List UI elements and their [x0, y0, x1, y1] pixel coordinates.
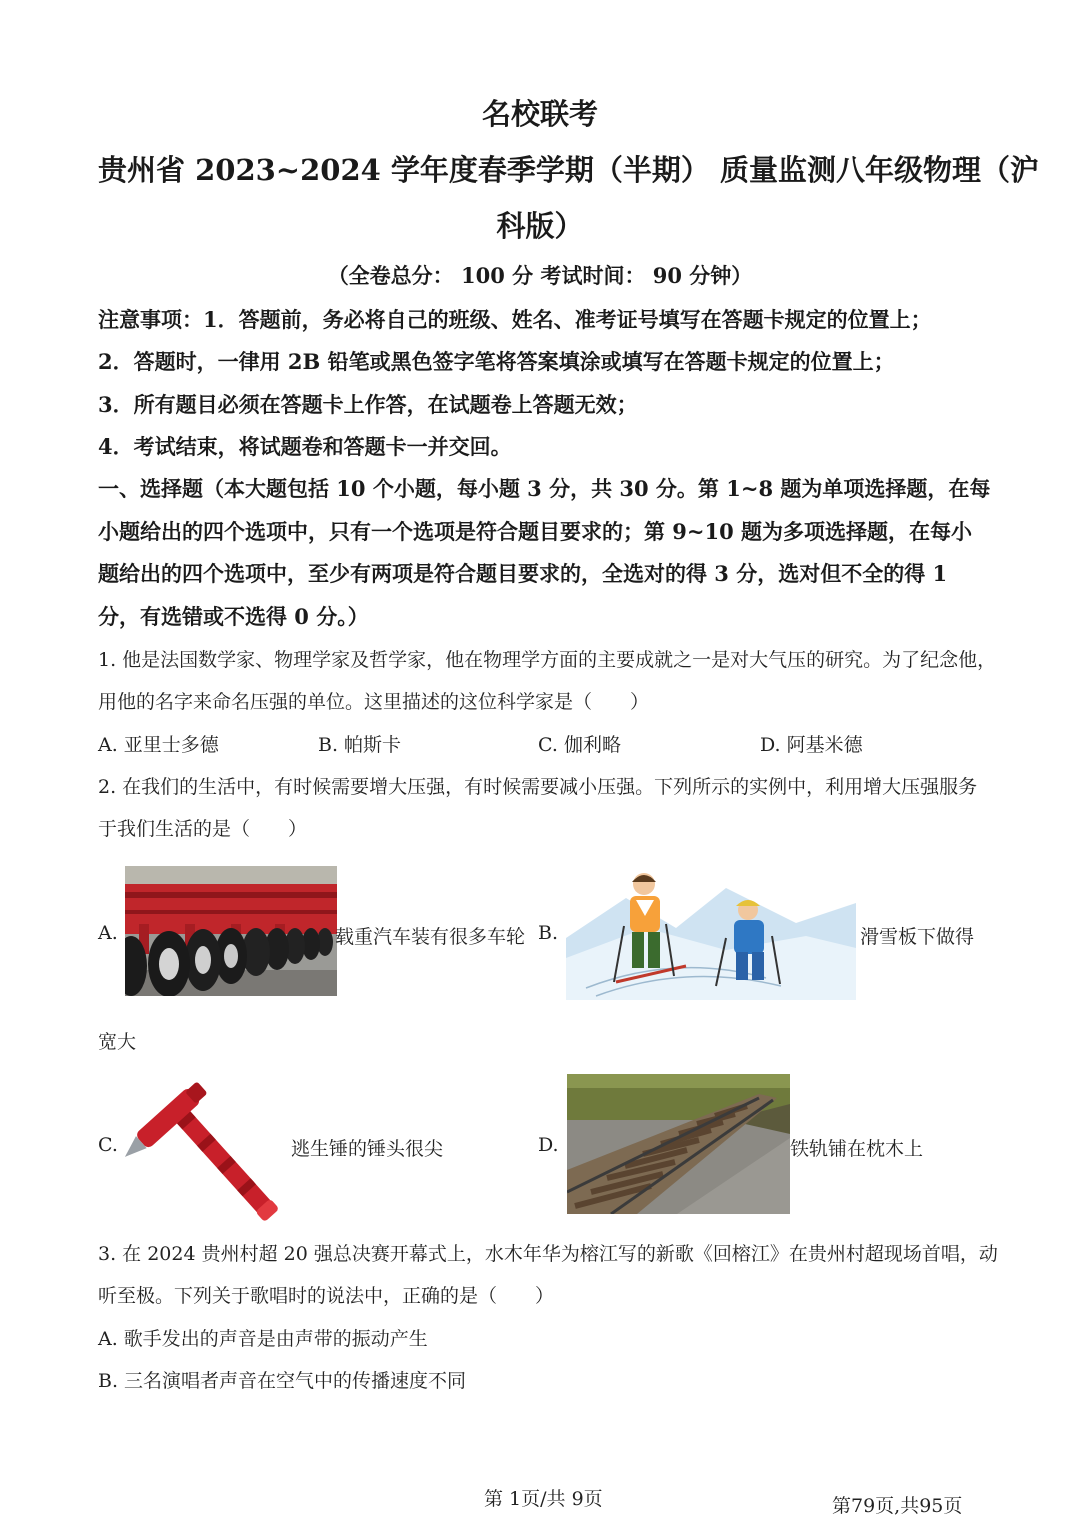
section-instructions: 分，有选错或不选得 0 分。）: [98, 604, 369, 629]
railway-track-image: [567, 1074, 790, 1214]
q2-option-c-text: 逃生锤的锤头很尖: [291, 1138, 444, 1160]
q2-option-d-text: 铁轨铺在枕木上: [790, 1138, 924, 1160]
q1-option-c: C. 伽利略: [538, 734, 621, 756]
q2-option-b-text-continued: 宽大: [98, 1031, 137, 1053]
question-1-text: 用他的名字来命名压强的单位。这里描述的这位科学家是（ ）: [98, 691, 650, 713]
exam-title-continued: 科版）: [496, 209, 584, 243]
section-instructions: 一、选择题（本大题包括 10 个小题，每小题 3 分，共 30 分。第 1~8 题为单项选择题，在每: [98, 476, 991, 501]
skiers-image: [566, 858, 856, 1000]
q1-option-d: D. 阿基米德: [760, 734, 863, 756]
section-instructions: 小题给出的四个选项中，只有一个选项是符合题目要求的；第 9~10 题为多项选择题，在每小: [98, 519, 973, 544]
overall-page-number: 第79页,共95页: [832, 1495, 963, 1517]
q3-option-a: A. 歌手发出的声音是由声带的振动产生: [98, 1328, 428, 1350]
q2-option-a-letter: A.: [98, 922, 118, 944]
q2-option-b-text: 滑雪板下做得: [860, 926, 975, 948]
section-instructions: 题给出的四个选项中，至少有两项是符合题目要求的，全选对的得 3 分，选对但不全的得 1: [98, 561, 948, 586]
q2-option-c-letter: C.: [98, 1134, 118, 1156]
question-3-text: 3. 在 2024 贵州村超 20 强总决赛开幕式上，水木年华为榕江写的新歌《回榕江》在贵州村超现场首唱，动: [98, 1243, 998, 1265]
truck-wheels-image: [125, 866, 337, 996]
question-1-text: 1. 他是法国数学家、物理学家及哲学家，他在物理学方面的主要成就之一是对大气压的研究。为了纪念他，: [98, 649, 997, 671]
q1-option-a: A. 亚里士多德: [98, 734, 219, 756]
note-line: 2．答题时，一律用 2B 铅笔或黑色签字笔将答案填涂或填写在答题卡规定的位置上；: [98, 349, 895, 374]
q2-option-b-letter: B.: [538, 922, 559, 944]
question-2-text: 于我们生活的是（ ）: [98, 818, 308, 840]
note-line: 注意事项：1．答题前，务必将自己的班级、姓名、准考证号填写在答题卡规定的位置上；: [98, 307, 932, 332]
q1-option-b: B. 帕斯卡: [318, 734, 402, 756]
page-number: 第 1页/共 9页: [484, 1488, 603, 1510]
question-3-text: 听至极。下列关于歌唱时的说法中，正确的是（ ）: [98, 1285, 555, 1307]
q2-option-a-text: 载重汽车装有很多车轮: [335, 926, 526, 948]
q2-option-d-letter: D.: [538, 1134, 559, 1156]
q3-option-b: B. 三名演唱者声音在空气中的传播速度不同: [98, 1370, 467, 1392]
score-time-line: （全卷总分： 100 分 考试时间： 90 分钟）: [327, 263, 753, 288]
exam-title: 贵州省 2023~2024 学年度春季学期（半期） 质量监测八年级物理（沪: [98, 153, 1040, 187]
escape-hammer-image: [125, 1070, 293, 1222]
note-line: 4．考试结束，将试题卷和答题卡一并交回。: [98, 434, 512, 459]
exam-header-label: 名校联考: [481, 97, 598, 131]
note-line: 3．所有题目必须在答题卡上作答，在试题卷上答题无效；: [98, 392, 638, 417]
question-2-text: 2. 在我们的生活中，有时候需要增大压强，有时候需要减小压强。下列所示的实例中，利用增大压强服务: [98, 776, 978, 798]
